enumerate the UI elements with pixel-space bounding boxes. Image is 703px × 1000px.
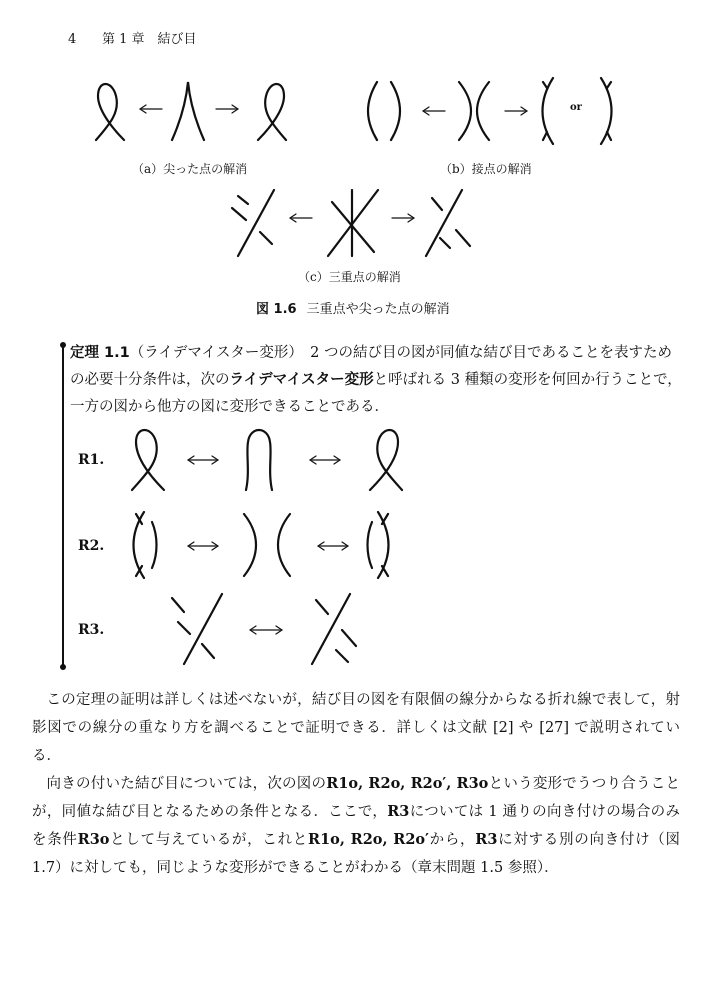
r3-right-short-a [316,600,328,614]
p2-text-f: に対する別の向き付け（図 1.7）に対しても，同じような変形ができることがわかる（章末問題 1.5 参照）． [32,832,681,876]
caption-b: （b）接点の解消 [440,162,532,176]
p2-text-b: という変形でうつり合うことが，同値な結び目となるための条件となる．ここで， [32,776,680,820]
theorem-term: ライデマイスター変形 [229,372,374,388]
figure-1-6b-diagram [365,72,625,152]
p2-text-c: については 1 通りの向き付けの場合のみを条件 [32,804,680,848]
figure-label: 図 1.6 [256,302,297,317]
r2-arc-right [278,514,290,576]
parallel-arc-left [368,82,377,140]
theorem-text [70,340,682,421]
r3-right-long [312,594,350,664]
r2-arc-left [244,514,256,576]
strand-short-d [432,198,442,210]
theorem-body-2: と呼ばれる 3 種類の変形を何回か行うことで，一方の図から他方の図に変形できることである． [70,372,682,415]
page-number: 4 [68,32,77,47]
strand-short-e [456,230,470,246]
figure-title: 三重点や尖った点の解消 [306,302,450,317]
r1-label: R1. [78,452,105,468]
p2-terms: R1o, R2o, R2o′, R3o [326,775,489,792]
strand-long-r [426,190,462,256]
paragraph-2 [32,770,680,882]
r1-move-diagram [126,422,416,496]
r1-kink-left [132,430,164,490]
paragraph-1-text: この定理の証明は詳しくは述べないが，結び目の図を有限個の線分からなる折れ線で表して，射影図での線分の重なり方を調べることで証明できる．詳しくは文献 [2] や [27] で説明されている． [32,692,680,764]
figure-1-6c-diagram [228,186,478,262]
r3-left-short-b [178,622,190,634]
chapter-title: 第 1 章 結び目 [102,32,197,47]
r1-arc [246,430,272,490]
p2-text-a: 向きの付いた結び目については，次の図の [46,776,327,792]
tangent-arc-right [477,82,489,140]
cusp [172,82,204,140]
caption-a: （a）尖った点の解消 [132,162,248,176]
p2-r3-b: R3 [475,831,498,848]
r3-right-short-b [342,630,356,646]
r3-left-long [184,594,222,664]
p2-r3: R3 [387,803,410,820]
theorem-margin-bar [62,345,64,667]
strand-short-b [260,232,272,244]
caption-c: （c）三重点の解消 [298,270,401,284]
p2-terms-2: R1o, R2o, R2o′ [308,831,429,848]
running-header [68,28,197,47]
or-label: or [570,102,582,113]
figure-1-6a-diagram [90,72,310,152]
r3-left-short-c [202,644,214,658]
r2-left-over [134,512,145,578]
kink-right [258,84,286,140]
kink-left [96,84,124,140]
theorem-note: （ライデマイスター変形） [129,345,296,361]
tangent-arc-left [459,82,471,140]
p2-text-d: として与えているが，これと [109,832,309,848]
r3-left-short-a [172,598,184,612]
p2-r3o: R3o [77,831,110,848]
r2-move-diagram [126,506,416,584]
r2-label: R2. [78,538,105,554]
strand-short-f [440,238,450,248]
r1-kink-right [370,430,402,490]
r3-move-diagram [166,590,376,670]
strand-short-a [232,208,246,220]
theorem-name: 定理 1.1 [70,345,130,361]
strand-short-c [238,196,248,204]
p2-text-e: から， [428,832,476,848]
r3-right-short-c [336,650,348,662]
paragraph-1 [32,686,680,770]
theorem-body-1: 2 つの結び目の図が同値な結び目であることを表すための必要十分条件は，次の [70,345,672,388]
figure-caption [256,298,450,317]
r3-label: R3. [78,622,105,638]
parallel-arc-right [391,82,400,140]
